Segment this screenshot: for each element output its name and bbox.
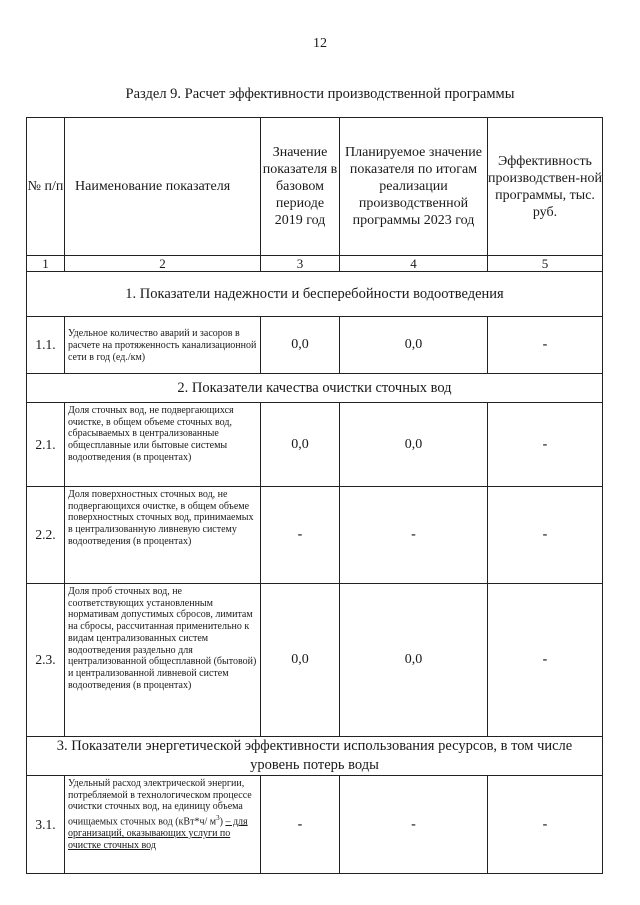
planned-value: 0,0 [340, 403, 488, 487]
efficiency-value: - [488, 776, 603, 874]
indicator-name-close: ) [219, 816, 223, 828]
efficiency-value: - [488, 487, 603, 584]
table-row [27, 403, 603, 487]
column-number: 2 [65, 256, 261, 272]
header-row [27, 118, 603, 256]
planned-value: - [340, 487, 488, 584]
group-heading: 2. Показатели качества очистки сточных вод [27, 374, 603, 403]
header-efficiency: Эффективность производствен-ной программы, тыс. руб. [488, 118, 603, 256]
table-row [27, 317, 603, 374]
column-number: 1 [27, 256, 65, 272]
planned-value: 0,0 [340, 584, 488, 737]
planned-value: 0,0 [340, 317, 488, 374]
page-number: 12 [313, 36, 327, 51]
indicator-name: Доля поверхностных сточных вод, не подвергающихся очистке, в общем объеме поверхностных сточных вод, принимаемых в централизованную ливневую систему водоотведения (в процентах) [65, 487, 261, 584]
row-number: 3.1. [27, 776, 65, 874]
indicator-name-text: Удельный расход электрической энергии, потребляемой в технологическом процессе очистки сточных вод, на единицу объема очищаемых сточных вод (кВт*ч/ м [68, 778, 252, 828]
efficiency-value: - [488, 584, 603, 737]
efficiency-table [26, 117, 603, 874]
row-number: 2.3. [27, 584, 65, 737]
base-value: 0,0 [261, 403, 340, 487]
column-number: 5 [488, 256, 603, 272]
group-heading: 1. Показатели надежности и бесперебойности водоотведения [27, 272, 603, 317]
table-row [27, 776, 603, 874]
section-title: Раздел 9. Расчет эффективности производственной программы [125, 86, 515, 102]
base-value: - [261, 776, 340, 874]
base-value: - [261, 487, 340, 584]
row-number: 2.2. [27, 487, 65, 584]
indicator-name: Доля сточных вод, не подвергающихся очистке, в общем объеме сточных вод, сбрасываемых в централизованные общесплавные или бытовые системы водоотведения (в процентах) [65, 403, 261, 487]
base-value: 0,0 [261, 584, 340, 737]
group-heading: 3. Показатели энергетической эффективности использования ресурсов, в том числе уровень потерь воды [27, 737, 603, 776]
header-base-value: Значение показателя в базовом периоде 2019 год [261, 118, 340, 256]
unit-superscript: 3 [216, 814, 220, 823]
row-number: 1.1. [27, 317, 65, 374]
column-numbers-row [27, 256, 603, 272]
base-value: 0,0 [261, 317, 340, 374]
indicator-name-note: – для организаций, оказывающих услуги по очистке сточных вод [68, 816, 248, 851]
indicator-name: Доля проб сточных вод, не соответствующих установленным нормативам допустимых сбросов, лимитам на сбросы, рассчитанная применительно к видам централизованных систем водоотведения раздельно для централизованной общесплавной (бытовой) и централизованной ливневой систем водоотведения (в процентах) [65, 584, 261, 737]
efficiency-value: - [488, 403, 603, 487]
column-number: 3 [261, 256, 340, 272]
table-row [27, 487, 603, 584]
indicator-name: Удельное количество аварий и засоров в расчете на протяженность канализационной сети в год (ед./км) [65, 317, 261, 374]
header-planned-value: Планируемое значение показателя по итогам реализации производственной программы 2023 год [340, 118, 488, 256]
group-heading-row [27, 374, 603, 403]
group-heading-row [27, 737, 603, 776]
planned-value: - [340, 776, 488, 874]
header-number: № п/п [27, 118, 65, 256]
table-row [27, 584, 603, 737]
column-number: 4 [340, 256, 488, 272]
row-number: 2.1. [27, 403, 65, 487]
efficiency-value: - [488, 317, 603, 374]
group-heading-row [27, 272, 603, 317]
indicator-name [65, 776, 261, 874]
header-name: Наименование показателя [65, 118, 261, 256]
